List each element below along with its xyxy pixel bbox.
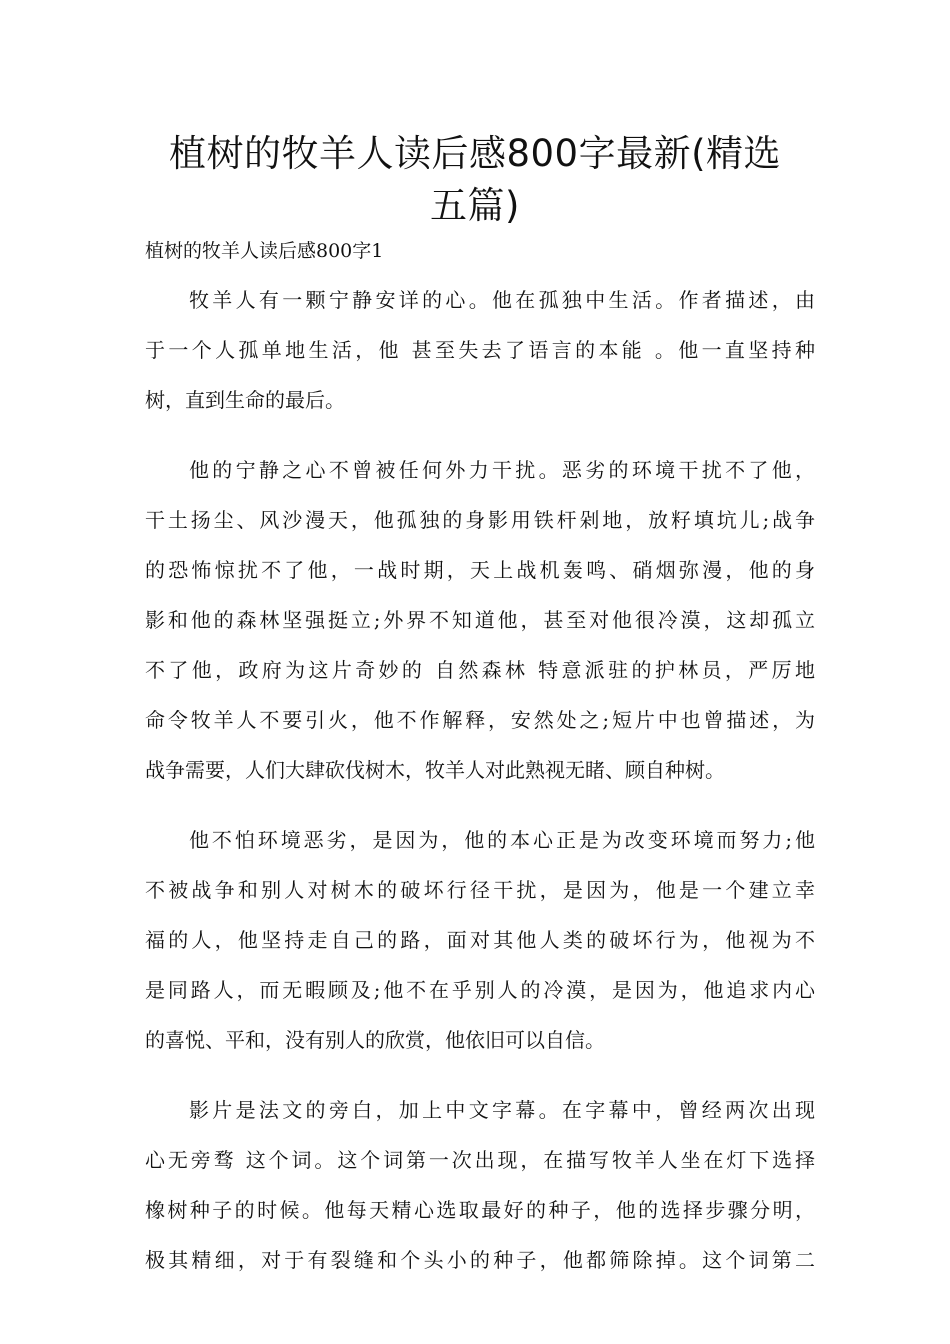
paragraph-line: 的恐怖惊扰不了他，一战时期，天上战机轰鸣、硝烟弥漫，他的身 (145, 558, 815, 582)
paragraph-line: 命令牧羊人不要引火，他不作解释，安然处之;短片中也曾描述，为 (145, 708, 815, 732)
paragraph (145, 281, 815, 431)
paragraph-line: 他不怕环境恶劣，是因为，他的本心正是为改变环境而努力;他 (189, 828, 815, 852)
paragraph-line: 影片是法文的旁白，加上中文字幕。在字幕中，曾经两次出现 (189, 1098, 815, 1122)
document-title-line-1: 植树的牧羊人读后感800字最新(精选 (168, 132, 782, 175)
paragraph-line: 极其精细，对于有裂缝和个头小的种子，他都筛除掉。这个词第二 (145, 1248, 815, 1272)
paragraph-line: 牧羊人有一颗宁静安详的心。他在孤独中生活。作者描述，由 (189, 288, 815, 312)
paragraph-line: 影和他的森林坚强挺立;外界不知道他，甚至对他很冷漠，这却孤立 (145, 608, 815, 632)
paragraph-line: 橡树种子的时候。他每天精心选取最好的种子，他的选择步骤分明， (145, 1198, 815, 1222)
paragraph-line: 他的宁静之心不曾被任何外力干扰。恶劣的环境干扰不了他， (189, 458, 815, 482)
paragraph-line: 于一个人孤单地生活，他 甚至失去了语言的本能 。他一直坚持种 (145, 338, 815, 362)
paragraph (145, 821, 815, 1071)
paragraph (145, 1091, 815, 1291)
essay-body (145, 281, 815, 1311)
paragraph-line: 不被战争和别人对树木的破坏行径干扰，是因为，他是一个建立幸 (145, 878, 815, 902)
paragraph-line: 树，直到生命的最后。 (145, 388, 345, 412)
paragraph-line: 干土扬尘、风沙漫天，他孤独的身影用铁杆剁地，放籽填坑儿;战争 (145, 508, 815, 532)
paragraph-line: 的喜悦、平和，没有别人的欣赏，他依旧可以自信。 (145, 1028, 605, 1052)
paragraph (145, 451, 815, 801)
essay-subheading: 植树的牧羊人读后感800字1 (145, 240, 384, 262)
paragraph-line: 心无旁骛 这个词。这个词第一次出现，在描写牧羊人坐在灯下选择 (145, 1148, 815, 1172)
paragraph-line: 不了他，政府为这片奇妙的 自然森林 特意派驻的护林员，严厉地 (145, 658, 815, 682)
paragraph-line: 战争需要，人们大肆砍伐树木，牧羊人对此熟视无睹、顾自种树。 (145, 758, 725, 782)
document-title-line-2: 五篇) (430, 184, 520, 227)
paragraph-line: 福的人，他坚持走自己的路，面对其他人类的破坏行为，他视为不 (145, 928, 815, 952)
paragraph-line: 是同路人，而无暇顾及;他不在乎别人的冷漠，是因为，他追求内心 (145, 978, 815, 1002)
document-title (120, 128, 830, 232)
